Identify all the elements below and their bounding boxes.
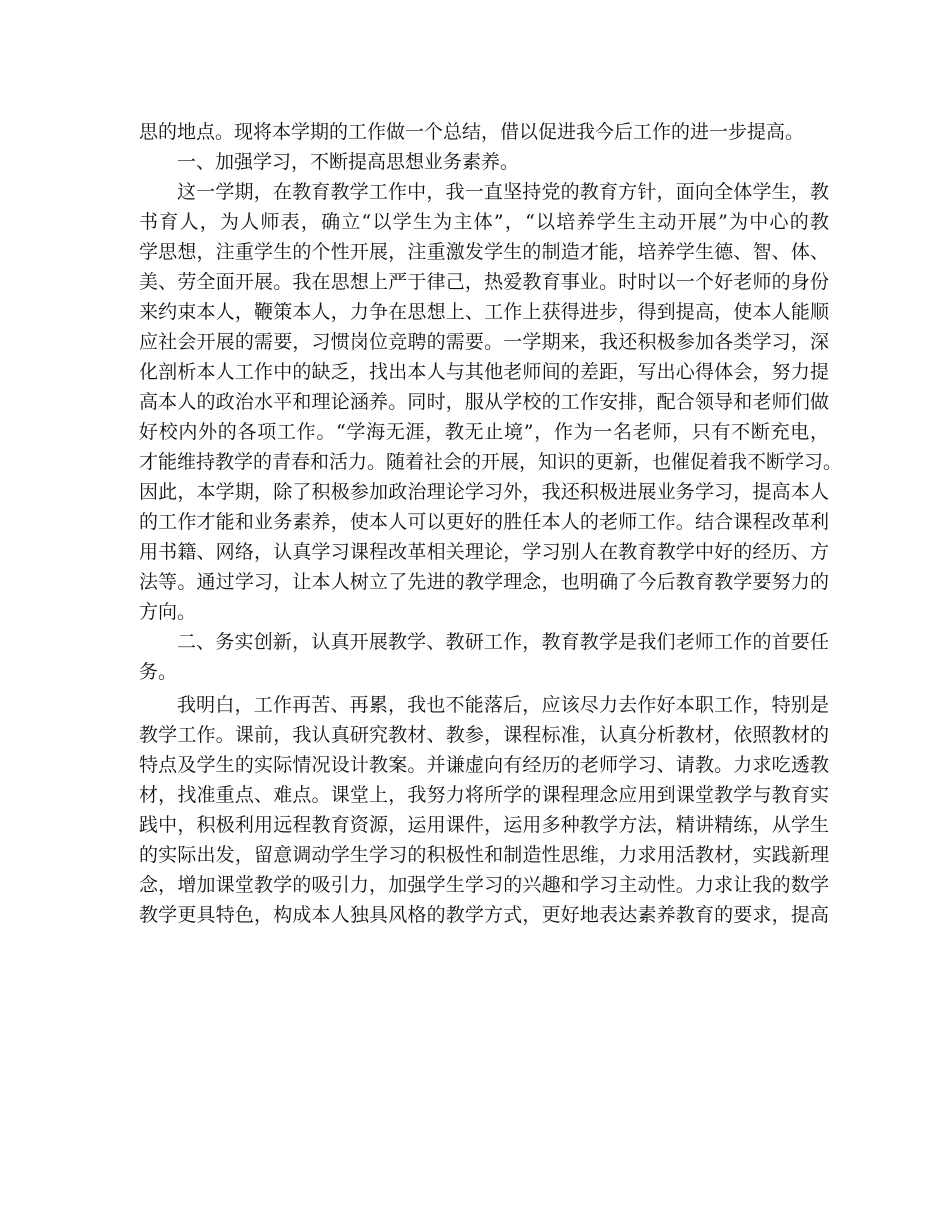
text-line: 的实际出发，留意调动学生学习的积极性和制造性思维，力求用活教材，实践新理 bbox=[139, 844, 829, 866]
text-line: 践中，积极利用远程教育资源，运用课件，运用多种教学方法，精讲精练，从学生 bbox=[139, 814, 829, 836]
text-line: 书育人，为人师表，确立“以学生为主体”，“以培养学生主动开展”为中心的教 bbox=[139, 211, 829, 233]
text-line: 法等。通过学习，让本人树立了先进的教学理念，也明确了今后教育教学要努力的 bbox=[139, 571, 829, 593]
text-line: 因此，本学期，除了积极参加政治理论学习外，我还积极进展业务学习，提高本人 bbox=[139, 481, 829, 503]
text-line: 我明白，工作再苦、再累，我也不能落后，应该尽力去作好本职工作，特别是 bbox=[177, 694, 829, 716]
section-heading: 一、加强学习，不断提高思想业务素养。 bbox=[177, 151, 520, 173]
text-line: 高本人的政治水平和理论涵养。同时，服从学校的工作安排，配合领导和老师们做 bbox=[139, 391, 829, 413]
text-line: 念，增加课堂教学的吸引力，加强学生学习的兴趣和学习主动性。力求让我的数学 bbox=[139, 874, 829, 896]
text-line: 教学更具特色，构成本人独具风格的教学方式，更好地表达素养教育的要求，提高 bbox=[139, 904, 829, 926]
section-heading: 二、务实创新，认真开展教学、教研工作，教育教学是我们老师工作的首要任 bbox=[177, 631, 829, 653]
text-line: 美、劳全面开展。我在思想上严于律己，热爱教育事业。时时以一个好老师的身份 bbox=[139, 271, 829, 293]
text-line: 这一学期，在教育教学工作中，我一直坚持党的教育方针，面向全体学生，教 bbox=[177, 181, 829, 203]
text-line: 材，找准重点、难点。课堂上，我努力将所学的课程理念应用到课堂教学与教育实 bbox=[139, 784, 829, 806]
section-heading: 务。 bbox=[139, 661, 178, 683]
text-line: 特点及学生的实际情况设计教案。并谦虚向有经历的老师学习、请教。力求吃透教 bbox=[139, 754, 829, 776]
text-line: 好校内外的各项工作。“学海无涯，教无止境”，作为一名老师，只有不断充电， bbox=[139, 421, 829, 443]
text-line: 才能维持教学的青春和活力。随着社会的开展，知识的更新，也催促着我不断学习。 bbox=[139, 451, 843, 473]
document-body bbox=[139, 117, 843, 930]
text-line: 的工作才能和业务素养，使本人可以更好的胜任本人的老师工作。结合课程改革利 bbox=[139, 511, 829, 533]
text-line: 应社会开展的需要，习惯岗位竞聘的需要。一学期来，我还积极参加各类学习，深 bbox=[139, 331, 829, 353]
text-line: 学思想，注重学生的个性开展，注重激发学生的制造才能，培养学生德、智、体、 bbox=[139, 241, 829, 263]
text-line: 方向。 bbox=[139, 601, 197, 623]
text-line: 用书籍、网络，认真学习课程改革相关理论，学习别人在教育教学中好的经历、方 bbox=[139, 541, 829, 563]
text-line: 来约束本人，鞭策本人，力争在思想上、工作上获得进步，得到提高，使本人能顺 bbox=[139, 301, 829, 323]
text-line: 思的地点。现将本学期的工作做一个总结，借以促进我今后工作的进一步提高。 bbox=[139, 121, 805, 143]
text-line: 化剖析本人工作中的缺乏，找出本人与其他老师间的差距，写出心得体会，努力提 bbox=[139, 361, 829, 383]
text-line: 教学工作。课前，我认真研究教材、教参，课程标准，认真分析教材，依照教材的 bbox=[139, 724, 829, 746]
